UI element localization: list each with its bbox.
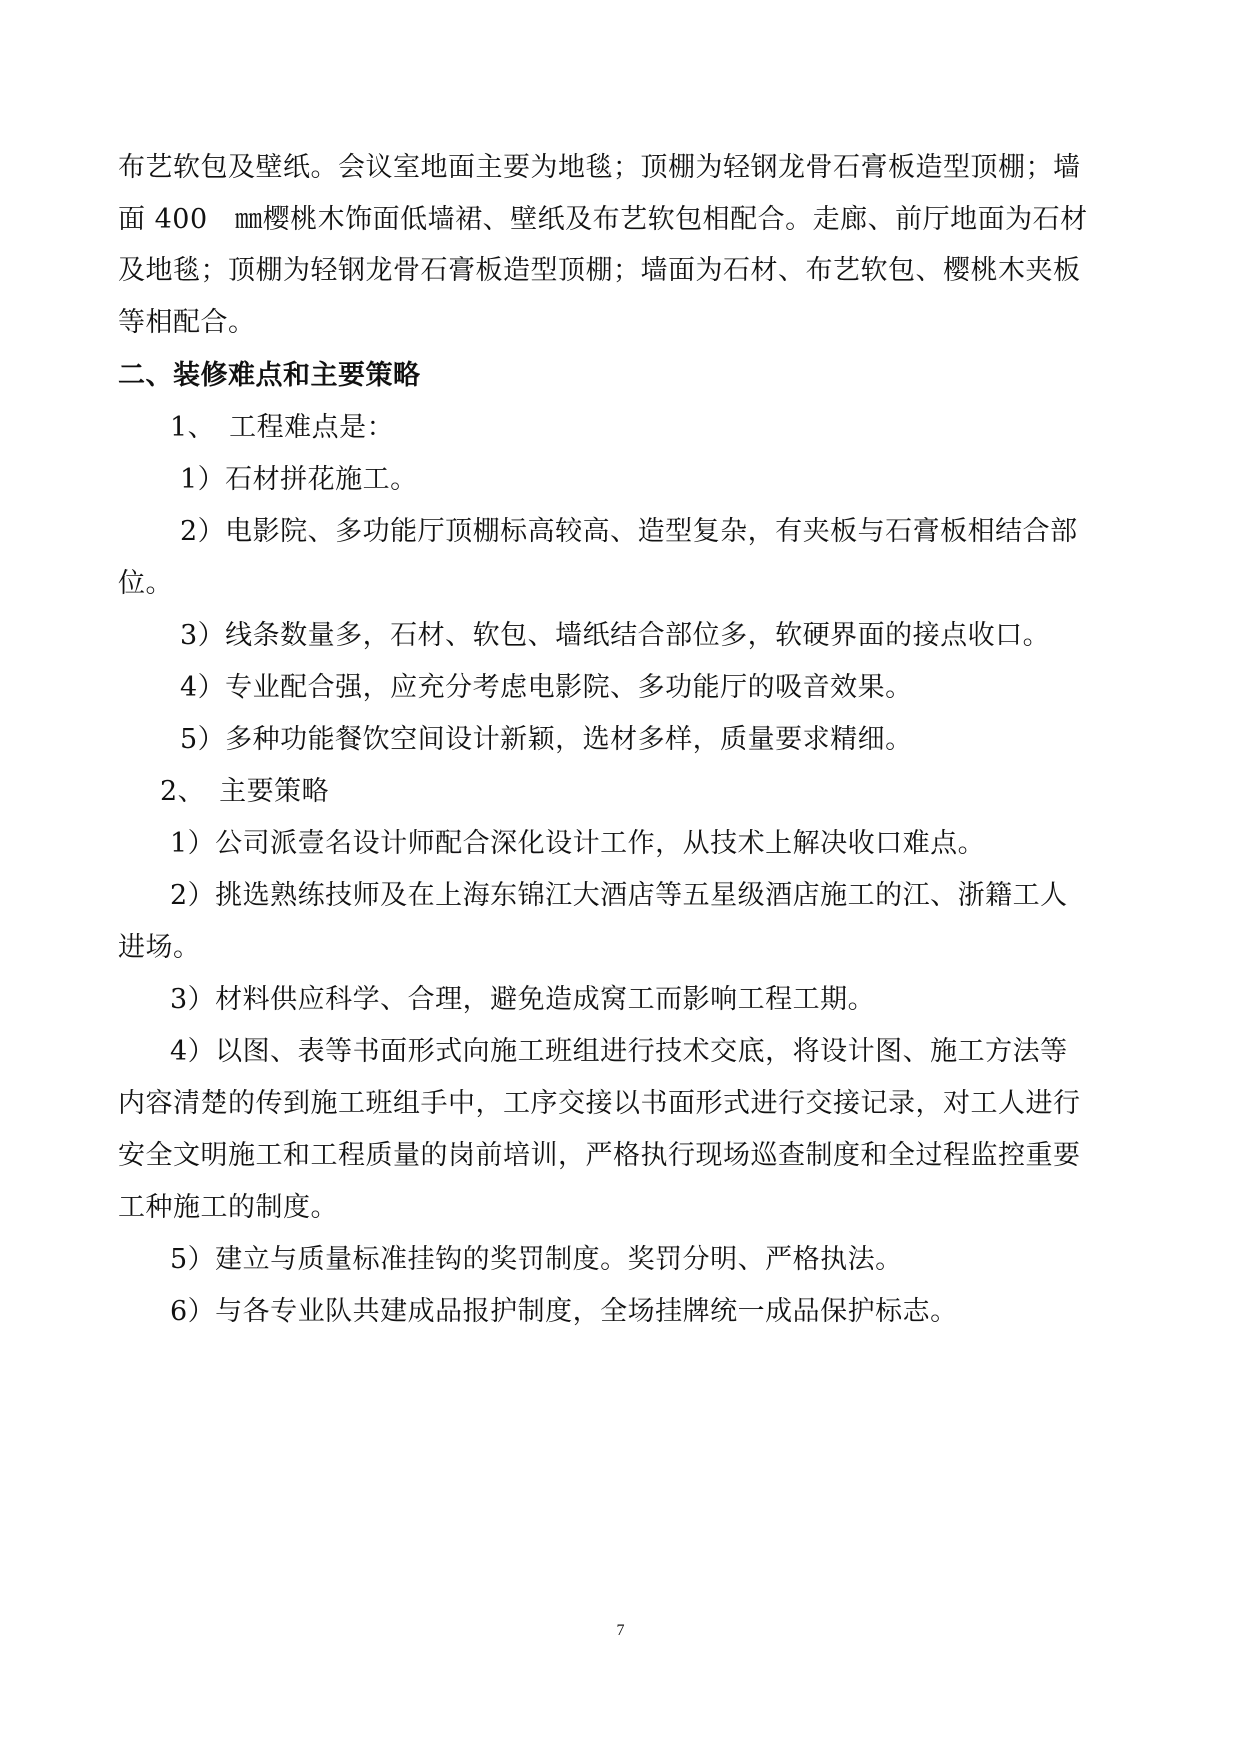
strategy-item-3: 3）材料供应科学、合理，避免造成窝工而影响工程工期。 [170,984,876,1015]
difficulty-item-2-line-2: 位。 [118,568,173,599]
strategy-item-4-line-1: 4）以图、表等书面形式向施工班组进行技术交底，将设计图、施工方法等 [170,1036,1068,1067]
intro-line-1: 布艺软包及壁纸。会议室地面主要为地毯；顶棚为轻钢龙骨石膏板造型顶棚；墙 [118,152,1081,183]
section-heading: 二、装修难点和主要策略 [118,360,421,391]
difficulty-item-2-line-1: 2）电影院、多功能厅顶棚标高较高、造型复杂，有夹板与石膏板相结合部 [180,516,1078,547]
strategy-item-2-line-2: 进场。 [118,932,201,963]
difficulties-title: 1、 工程难点是： [170,412,395,443]
difficulty-item-1: 1）石材拼花施工。 [180,464,418,495]
difficulty-item-5: 5）多种功能餐饮空间设计新颖，选材多样，质量要求精细。 [180,724,913,755]
intro-line-4: 等相配合。 [118,307,256,338]
strategy-item-5: 5）建立与质量标准挂钩的奖罚制度。奖罚分明、严格执法。 [170,1244,903,1275]
page-number: 7 [616,1622,625,1639]
intro-line-2: 面 400 ㎜樱桃木饰面低墙裙、壁纸及布艺软包相配合。走廊、前厅地面为石材 [118,204,1088,235]
strategy-item-4-line-3: 安全文明施工和工程质量的岗前培训，严格执行现场巡查制度和全过程监控重要 [118,1140,1081,1171]
strategy-item-4-line-2: 内容清楚的传到施工班组手中，工序交接以书面形式进行交接记录，对工人进行 [118,1088,1081,1119]
difficulty-item-4: 4）专业配合强，应充分考虑电影院、多功能厅的吸音效果。 [180,672,913,703]
intro-line-3: 及地毯；顶棚为轻钢龙骨石膏板造型顶棚；墙面为石材、布艺软包、樱桃木夹板 [118,255,1081,286]
strategies-title: 2、 主要策略 [160,776,330,807]
strategy-item-6: 6）与各专业队共建成品报护制度，全场挂牌统一成品保护标志。 [170,1296,958,1327]
strategy-item-4-line-4: 工种施工的制度。 [118,1192,338,1223]
strategy-item-2-line-1: 2）挑选熟练技师及在上海东锦江大酒店等五星级酒店施工的江、浙籍工人 [170,880,1068,911]
strategy-item-1: 1）公司派壹名设计师配合深化设计工作，从技术上解决收口难点。 [170,828,986,859]
difficulty-item-3: 3）线条数量多，石材、软包、墙纸结合部位多，软硬界面的接点收口。 [180,620,1051,651]
